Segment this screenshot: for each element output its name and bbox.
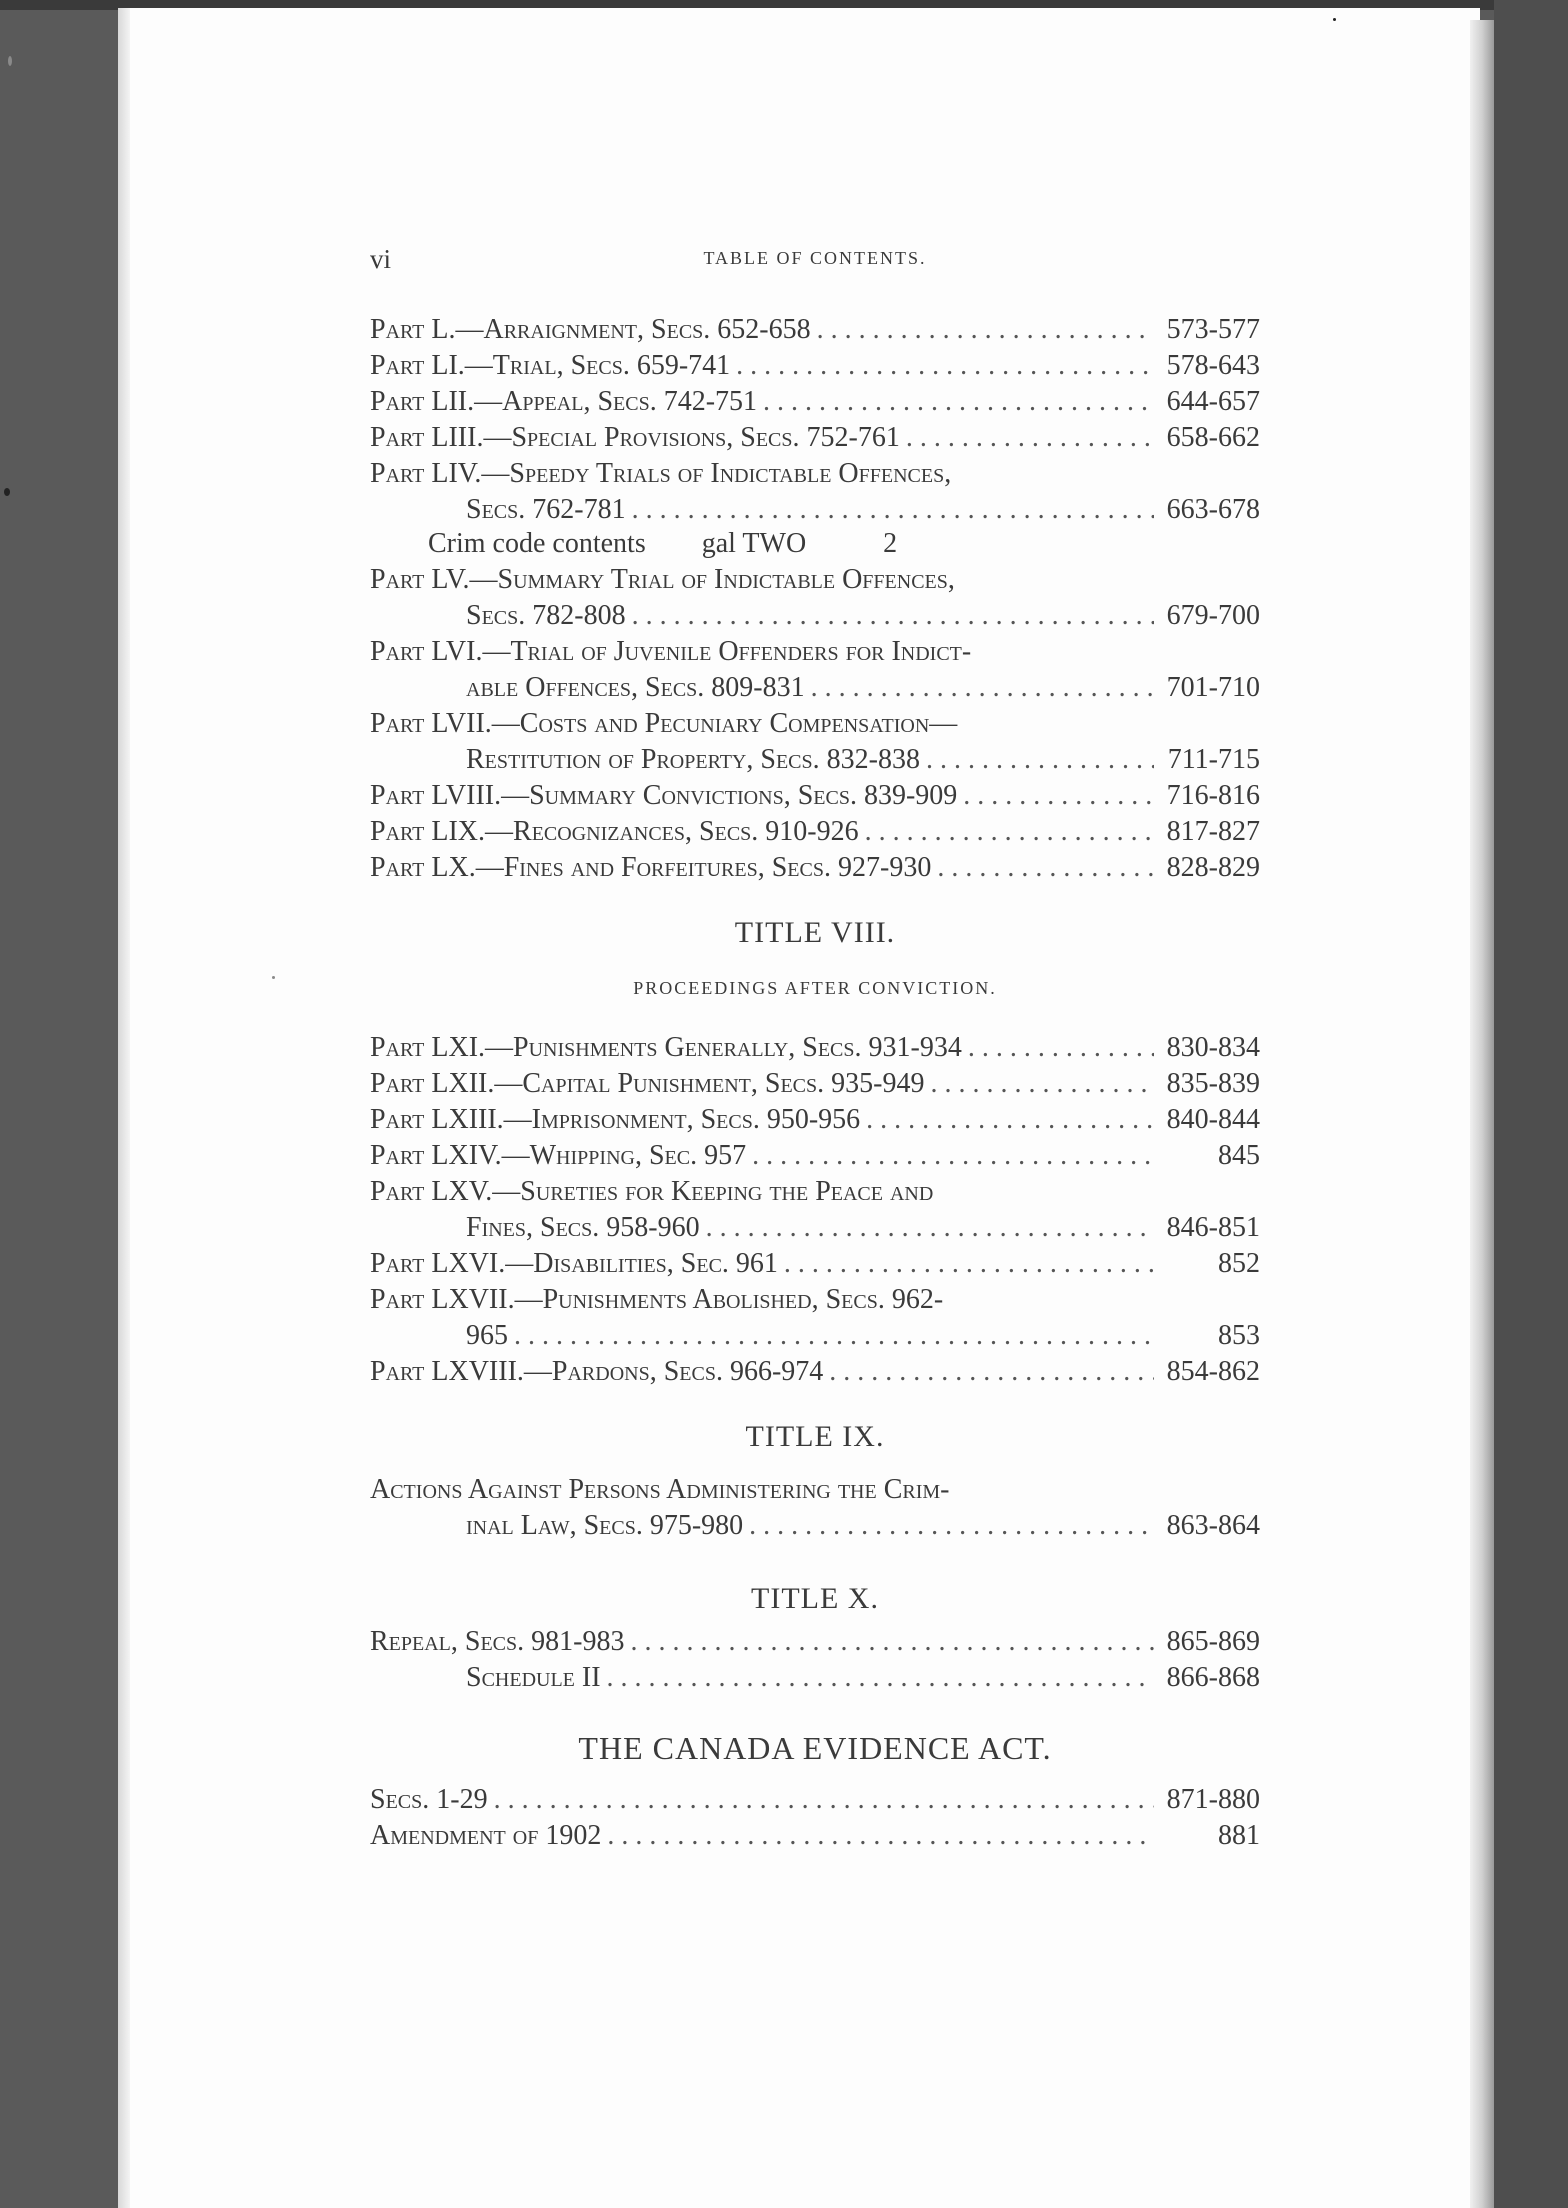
toc-entry-text: Part LIX.—Recognizances, Secs. 910-926: [370, 816, 859, 847]
leader-dots: [963, 780, 1154, 812]
leader-dots: [736, 350, 1154, 382]
toc-entry: [370, 1626, 1260, 1662]
leader-dots: [930, 1068, 1154, 1100]
section-subtitle: PROCEEDINGS AFTER CONVICTION.: [633, 978, 997, 998]
toc-entry-pages: 845: [1218, 1140, 1260, 1171]
leader-dots: [906, 422, 1154, 454]
toc-entry-text: Schedule II: [466, 1662, 601, 1693]
toc-entry: [370, 1104, 1260, 1140]
leader-dots: [632, 494, 1154, 526]
toc-entry-text: Actions Against Persons Administering the Crim-: [370, 1474, 950, 1505]
leader-dots: [865, 816, 1154, 848]
toc-entry-pages: 852: [1218, 1248, 1260, 1279]
toc-entry-line2: [370, 672, 1260, 708]
toc-entry-line1: [370, 458, 1260, 494]
toc-entry: [370, 1248, 1260, 1284]
scan-speck: [272, 976, 275, 979]
toc-entry-pages: 863-864: [1166, 1510, 1260, 1541]
section-title: TITLE VIII.: [734, 916, 896, 949]
toc-entry: [370, 386, 1260, 422]
leader-dots: [494, 1784, 1154, 1816]
toc-entry-text: Secs. 782-808: [466, 600, 626, 631]
toc-entry-pages: 881: [1218, 1820, 1260, 1851]
leader-dots: [607, 1820, 1154, 1852]
scan-speck: [8, 56, 12, 66]
toc-entry-text: Secs. 1-29: [370, 1784, 488, 1815]
leader-dots: [514, 1320, 1154, 1352]
stamp-note: Crim code contents gal TWO 2: [428, 528, 898, 559]
toc-entry-pages: 817-827: [1166, 816, 1260, 847]
toc-entry-text: Part LXIII.—Imprisonment, Secs. 950-956: [370, 1104, 861, 1135]
toc-entry: [370, 816, 1260, 852]
leader-dots: [968, 1032, 1154, 1064]
toc-entry: [370, 780, 1260, 816]
toc-entry-pages: 835-839: [1166, 1068, 1260, 1099]
toc-entry-text: Part LXVII.—Punishments Abolished, Secs. 962-: [370, 1284, 944, 1315]
toc-entry-line2: [370, 1320, 1260, 1356]
toc-entry-text: Repeal, Secs. 981-983: [370, 1626, 625, 1657]
toc-entry-pages: 853: [1218, 1320, 1260, 1351]
toc-entry-text: Part LVI.—Trial of Juvenile Offenders for Indict-: [370, 636, 972, 667]
toc-entry-line1: [370, 1474, 1260, 1510]
section-title: TITLE X.: [751, 1582, 879, 1615]
toc-entry-text: Part LI.—Trial, Secs. 659-741: [370, 350, 731, 381]
toc-entry-text: Part LXVI.—Disabilities, Sec. 961: [370, 1248, 778, 1279]
toc-entry-pages: 573-577: [1166, 314, 1260, 345]
toc-entry-text: Part LXI.—Punishments Generally, Secs. 931-934: [370, 1032, 962, 1063]
toc-entry-text: inal Law, Secs. 975-980: [466, 1510, 744, 1541]
toc-entry-pages: 840-844: [1166, 1104, 1260, 1135]
toc-entry-pages: 679-700: [1166, 600, 1260, 631]
toc-entry-pages: 701-710: [1166, 672, 1260, 703]
toc-entry: [370, 1820, 1260, 1856]
page-left-edge: [118, 8, 130, 2208]
leader-dots: [784, 1248, 1154, 1280]
section-title: TITLE IX.: [745, 1420, 885, 1453]
toc-entry-text: Amendment of 1902: [370, 1820, 602, 1851]
toc-entry: [370, 1140, 1260, 1176]
toc-entry-text: Part LXIV.—Whipping, Sec. 957: [370, 1140, 747, 1171]
toc-entry-pages: 830-834: [1166, 1032, 1260, 1063]
toc-entry-text: 965: [466, 1320, 508, 1351]
toc-entry-text: Part LXII.—Capital Punishment, Secs. 935-949: [370, 1068, 925, 1099]
toc-entry: [370, 314, 1260, 350]
toc-entry: [370, 422, 1260, 458]
scan-speck: [4, 488, 10, 496]
toc-entry-line2: [370, 494, 1260, 530]
toc-entry-line1: [370, 636, 1260, 672]
toc-entry-line2: [370, 1510, 1260, 1546]
leader-dots: [866, 1104, 1154, 1136]
toc-entry-pages: 711-715: [1167, 744, 1260, 775]
leader-dots: [811, 672, 1154, 704]
page-number: vi: [370, 244, 392, 274]
toc-entry: [370, 852, 1260, 888]
toc-entry-pages: 871-880: [1166, 1784, 1260, 1815]
toc-entry-pages: 846-851: [1166, 1212, 1260, 1243]
toc-entry: [370, 1068, 1260, 1104]
toc-entry-text: Part LIII.—Special Provisions, Secs. 752-761: [370, 422, 900, 453]
toc-entry-text: Part LXV.—Sureties for Keeping the Peace and: [370, 1176, 934, 1207]
leader-dots: [752, 1140, 1154, 1172]
toc-entry: [370, 1784, 1260, 1820]
scan-speck: [1333, 18, 1336, 21]
leader-dots: [829, 1356, 1154, 1388]
leader-dots: [607, 1662, 1154, 1694]
toc-entry-pages: 854-862: [1166, 1356, 1260, 1387]
section-title: THE CANADA EVIDENCE ACT.: [578, 1730, 1052, 1766]
toc-entry-text: able Offences, Secs. 809-831: [466, 672, 805, 703]
toc-entry-text: Part LXVIII.—Pardons, Secs. 966-974: [370, 1356, 824, 1387]
leader-dots: [817, 314, 1154, 346]
toc-entry: [370, 1032, 1260, 1068]
toc-entry-line1: [370, 564, 1260, 600]
toc-entry-text: Secs. 762-781: [466, 494, 626, 525]
toc-entry: [370, 1356, 1260, 1392]
leader-dots: [632, 600, 1154, 632]
scan-right-background: [1494, 0, 1568, 2208]
toc-entry-line1: [370, 708, 1260, 744]
toc-entry-line1: [370, 1284, 1260, 1320]
toc-entry-text: Part LVIII.—Summary Convictions, Secs. 839-909: [370, 780, 958, 811]
toc-entry-text: Part L.—Arraignment, Secs. 652-658: [370, 314, 811, 345]
toc-entry: [370, 350, 1260, 386]
toc-entry-pages: 663-678: [1166, 494, 1260, 525]
toc-entry-text: Part LX.—Fines and Forfeitures, Secs. 927-930: [370, 852, 932, 883]
toc-entry-pages: 865-869: [1166, 1626, 1260, 1657]
toc-entry-pages: 578-643: [1166, 350, 1260, 381]
toc-entry-text: Restitution of Property, Secs. 832-838: [466, 744, 920, 775]
toc-entry-text: Part LV.—Summary Trial of Indictable Offences,: [370, 564, 955, 595]
page-header: [370, 244, 1260, 278]
toc-entry-pages: 866-868: [1166, 1662, 1260, 1693]
toc-entry: [370, 1662, 1260, 1698]
toc-entry-line2: [370, 744, 1260, 780]
leader-dots: [630, 1626, 1154, 1658]
page-right-edge: [1470, 20, 1494, 2208]
toc-entry-pages: 644-657: [1166, 386, 1260, 417]
toc-entry-pages: 716-816: [1166, 780, 1260, 811]
toc-entry-line2: [370, 1212, 1260, 1248]
toc-entry-text: Part LII.—Appeal, Secs. 742-751: [370, 386, 758, 417]
leader-dots: [763, 386, 1154, 418]
toc-entry-text: Part LVII.—Costs and Pecuniary Compensation—: [370, 708, 958, 739]
leader-dots: [926, 744, 1154, 776]
toc-entry-pages: 828-829: [1166, 852, 1260, 883]
toc-entry-text: Part LIV.—Speedy Trials of Indictable Offences,: [370, 458, 952, 489]
leader-dots: [749, 1510, 1154, 1542]
leader-dots: [706, 1212, 1154, 1244]
leader-dots: [937, 852, 1154, 884]
toc-entry-line2: [370, 600, 1260, 636]
toc-entry-line1: [370, 1176, 1260, 1212]
running-head: TABLE OF CONTENTS.: [703, 248, 927, 268]
toc-entry-pages: 658-662: [1166, 422, 1260, 453]
toc-entry-text: Fines, Secs. 958-960: [466, 1212, 700, 1243]
